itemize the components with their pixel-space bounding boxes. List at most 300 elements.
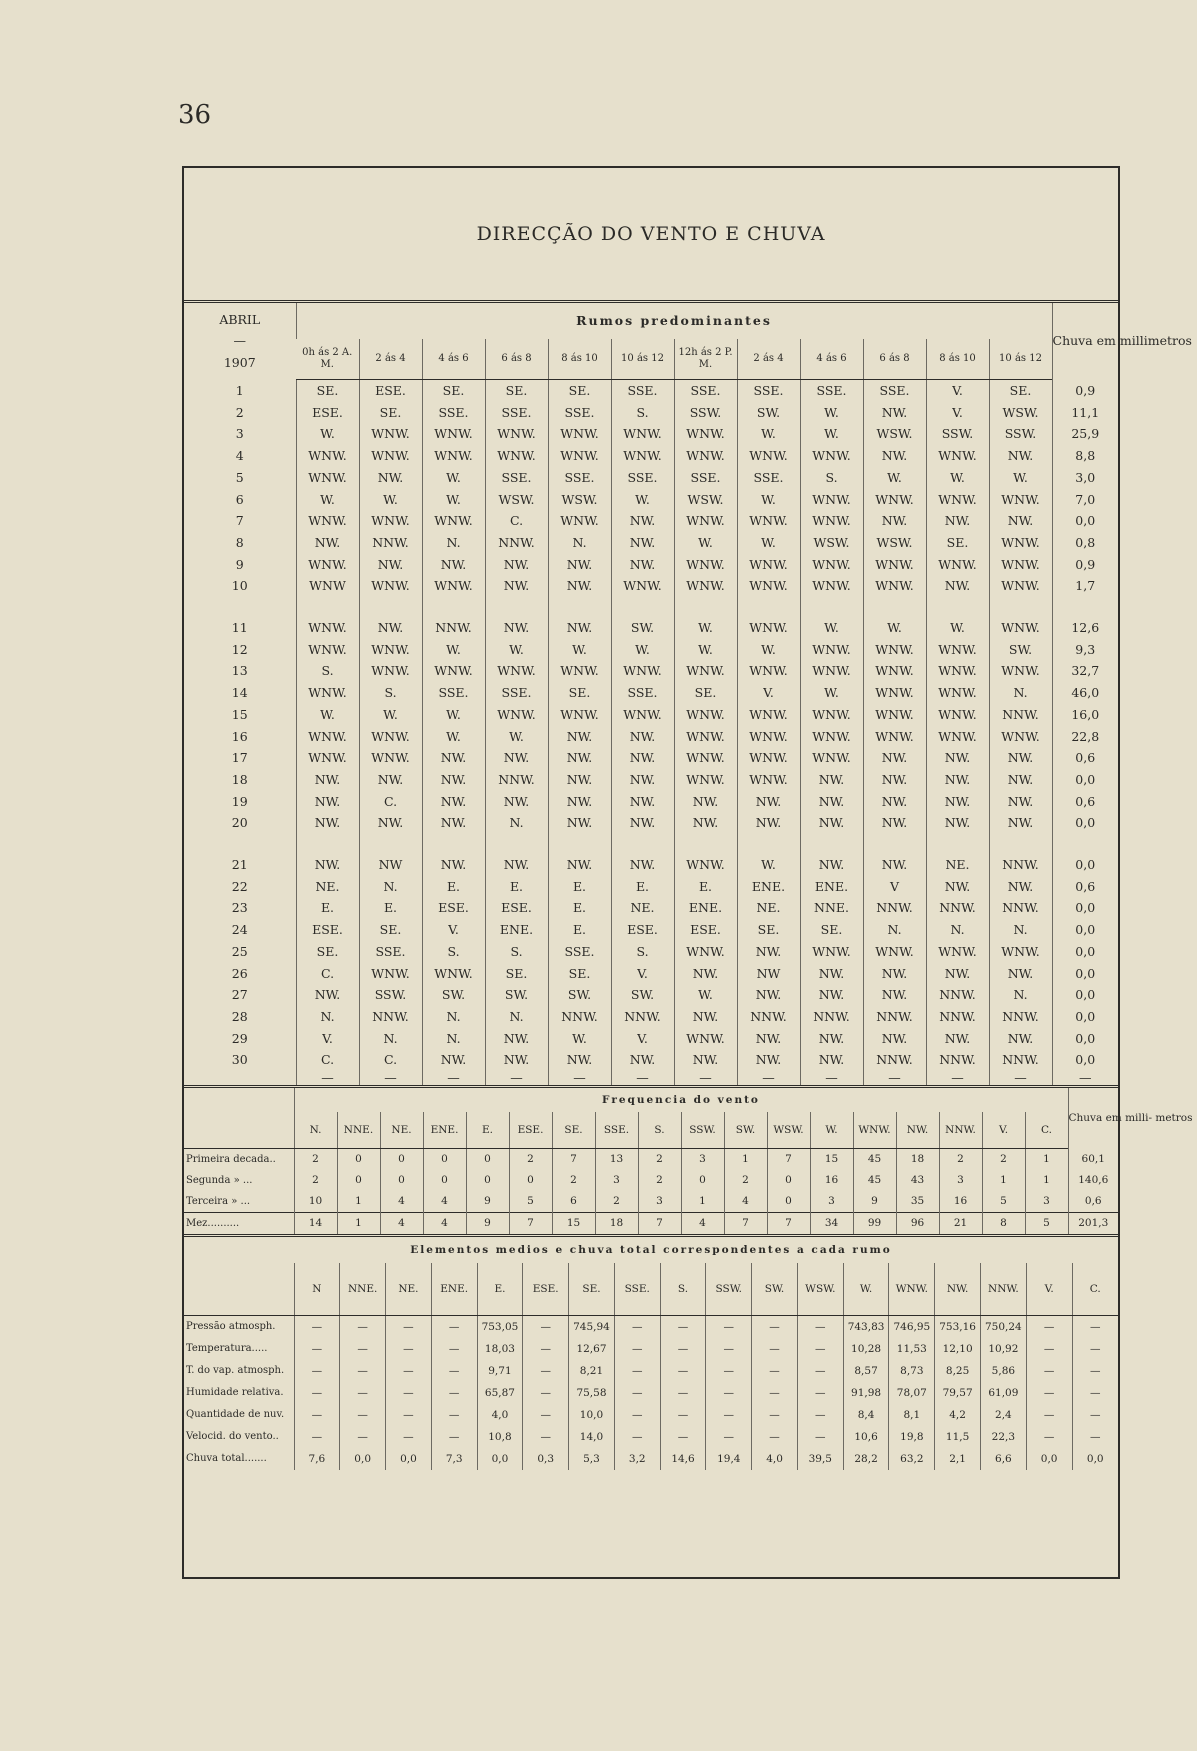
table-frame bbox=[182, 166, 1193, 1579]
rain-cell: 0,0 bbox=[1052, 812, 1118, 834]
freq-row bbox=[184, 1170, 1118, 1191]
wind-cell: WNW. bbox=[359, 747, 422, 769]
wind-cell: WNW. bbox=[422, 423, 485, 445]
wind-cell: W. bbox=[800, 617, 863, 639]
wind-cell: V. bbox=[737, 682, 800, 704]
wind-cell: SSE. bbox=[485, 682, 548, 704]
wind-cell: NW. bbox=[863, 769, 926, 791]
wind-cell: NW. bbox=[926, 769, 989, 791]
elem-cell: 8,4 bbox=[843, 1404, 889, 1426]
row-label: Segunda » ... bbox=[186, 1175, 253, 1187]
freq-cell: 2 bbox=[294, 1170, 337, 1191]
wind-cell: WNW. bbox=[548, 704, 611, 726]
spacer-cell bbox=[863, 597, 926, 617]
table-row bbox=[184, 532, 1118, 554]
wind-cell: NW. bbox=[989, 812, 1052, 834]
rain-cell: 0,9 bbox=[1052, 380, 1118, 402]
elem-cell: — bbox=[797, 1360, 843, 1382]
elem-cell: — bbox=[797, 1316, 843, 1339]
freq-cell: 1 bbox=[1025, 1149, 1068, 1171]
wind-cell: S. bbox=[296, 660, 359, 682]
elem-row bbox=[184, 1338, 1118, 1360]
elem-cell: — bbox=[752, 1360, 798, 1382]
wind-cell: NW. bbox=[422, 1049, 485, 1071]
direction-header: ENE. bbox=[431, 1263, 477, 1316]
freq-cell: 7 bbox=[509, 1213, 552, 1235]
wind-cell: NW. bbox=[674, 1049, 737, 1071]
elem-cell: 12,67 bbox=[569, 1338, 615, 1360]
day-cell: 14 bbox=[231, 685, 248, 701]
day-cell: 21 bbox=[231, 857, 248, 873]
elem-cell: — bbox=[523, 1360, 569, 1382]
direction-header: C. bbox=[1072, 1263, 1118, 1316]
frequency-title: Frequencia do vento bbox=[294, 1088, 1068, 1112]
rain-cell: 32,7 bbox=[1052, 660, 1118, 682]
elem-cell: — bbox=[752, 1338, 798, 1360]
row-label: Terceira » ... bbox=[186, 1196, 251, 1208]
wind-cell: NW. bbox=[926, 791, 989, 813]
freq-cell: 13 bbox=[595, 1149, 638, 1171]
wind-cell: SW. bbox=[485, 984, 548, 1006]
elem-cell: — bbox=[1072, 1360, 1118, 1382]
direction-header: SE. bbox=[569, 1263, 615, 1316]
wind-cell: NW. bbox=[485, 575, 548, 597]
wind-cell: NW. bbox=[674, 812, 737, 834]
wind-cell: SSE. bbox=[674, 467, 737, 489]
freq-cell: 2 bbox=[509, 1149, 552, 1171]
wind-cell: SSE. bbox=[863, 380, 926, 402]
wind-cell: E. bbox=[485, 876, 548, 898]
elem-cell: 0,0 bbox=[1072, 1448, 1118, 1470]
rain-cell: 1,7 bbox=[1052, 575, 1118, 597]
day-cell: 26 bbox=[231, 965, 248, 981]
freq-cell: 0 bbox=[423, 1149, 466, 1171]
rain-cell: 11,1 bbox=[1052, 402, 1118, 424]
rain-cell: 0,8 bbox=[1052, 532, 1118, 554]
wind-cell: WNW. bbox=[800, 489, 863, 511]
direction-header: WSW. bbox=[797, 1263, 843, 1316]
wind-cell: WNW. bbox=[926, 489, 989, 511]
freq-cell: 1 bbox=[982, 1170, 1025, 1191]
freq-cell: 45 bbox=[853, 1149, 896, 1171]
hour-header: 6 ás 8 bbox=[863, 339, 926, 380]
wind-cell: WNW. bbox=[611, 445, 674, 467]
elem-cell: 4,2 bbox=[935, 1404, 981, 1426]
rain-cell: 60,1 bbox=[1068, 1149, 1118, 1171]
spacer-cell bbox=[674, 834, 737, 854]
wind-cell: W. bbox=[926, 467, 989, 489]
wind-cell: W. bbox=[737, 639, 800, 661]
spacer-cell bbox=[422, 834, 485, 854]
wind-cell: NW. bbox=[422, 554, 485, 576]
wind-cell: N. bbox=[359, 1028, 422, 1050]
frequency-table bbox=[184, 1088, 1193, 1234]
frequency-section bbox=[184, 1085, 1193, 1234]
hour-header: 2 ás 4 bbox=[737, 339, 800, 380]
wind-cell: WNW. bbox=[548, 423, 611, 445]
elem-cell: — bbox=[340, 1338, 386, 1360]
freq-cell: 3 bbox=[810, 1191, 853, 1213]
wind-cell: NW. bbox=[863, 402, 926, 424]
spacer-cell bbox=[1052, 834, 1118, 854]
wind-cell: WNW. bbox=[296, 726, 359, 748]
wind-cell: SSE. bbox=[485, 467, 548, 489]
wind-cell: WSW. bbox=[863, 532, 926, 554]
elem-cell: — bbox=[614, 1426, 660, 1448]
freq-cell: 5 bbox=[982, 1191, 1025, 1213]
elem-cell: 745,94 bbox=[569, 1316, 615, 1339]
direction-header: NNW. bbox=[939, 1112, 982, 1149]
wind-cell: W. bbox=[611, 489, 674, 511]
direction-header: E. bbox=[466, 1112, 509, 1149]
freq-cell: 2 bbox=[638, 1170, 681, 1191]
wind-cell: NW. bbox=[737, 791, 800, 813]
direction-header: N. bbox=[294, 1112, 337, 1149]
wind-cell: WNW. bbox=[422, 575, 485, 597]
wind-cell: NW. bbox=[926, 510, 989, 532]
wind-cell: N. bbox=[422, 1006, 485, 1028]
elem-cell: — bbox=[797, 1404, 843, 1426]
freq-cell: 1 bbox=[724, 1149, 767, 1171]
wind-cell: NNW. bbox=[989, 1006, 1052, 1028]
wind-cell: WNW. bbox=[359, 445, 422, 467]
wind-cell: W. bbox=[296, 423, 359, 445]
wind-cell: WNW. bbox=[989, 660, 1052, 682]
wind-cell: WNW. bbox=[359, 510, 422, 532]
wind-cell: W. bbox=[800, 402, 863, 424]
wind-cell: V. bbox=[611, 963, 674, 985]
elem-cell: 14,0 bbox=[569, 1426, 615, 1448]
elem-cell: — bbox=[340, 1316, 386, 1339]
elem-cell: — bbox=[340, 1404, 386, 1426]
wind-cell: W. bbox=[674, 617, 737, 639]
direction-header: WNW. bbox=[889, 1263, 935, 1316]
freq-cell: 7 bbox=[638, 1213, 681, 1235]
elem-cell: 8,25 bbox=[935, 1360, 981, 1382]
wind-cell: WNW. bbox=[926, 941, 989, 963]
wind-cell: NW. bbox=[737, 1049, 800, 1071]
table-row bbox=[184, 554, 1118, 576]
spacer-cell bbox=[800, 597, 863, 617]
wind-cell: C. bbox=[359, 791, 422, 813]
wind-cell: WNW. bbox=[611, 575, 674, 597]
elem-cell: — bbox=[660, 1316, 706, 1339]
wind-cell: NW. bbox=[296, 812, 359, 834]
rain-cell: 0,0 bbox=[1052, 510, 1118, 532]
spacer-cell bbox=[800, 834, 863, 854]
spacer-cell bbox=[359, 834, 422, 854]
hour-header: 6 ás 8 bbox=[485, 339, 548, 380]
rain-cell: 8,8 bbox=[1052, 445, 1118, 467]
elem-cell: — bbox=[1026, 1382, 1072, 1404]
wind-cell: WNW. bbox=[800, 747, 863, 769]
wind-cell: SSE. bbox=[548, 402, 611, 424]
elem-cell: — bbox=[431, 1316, 477, 1339]
freq-cell: 0 bbox=[466, 1149, 509, 1171]
elem-cell: 0,0 bbox=[386, 1448, 432, 1470]
wind-cell: NW. bbox=[863, 963, 926, 985]
rain-cell: 0,0 bbox=[1052, 941, 1118, 963]
rain-cell: 0,6 bbox=[1052, 876, 1118, 898]
wind-cell: V. bbox=[296, 1028, 359, 1050]
wind-cell: WNW. bbox=[674, 510, 737, 532]
wind-cell: ESE. bbox=[296, 919, 359, 941]
wind-cell: NNW. bbox=[863, 897, 926, 919]
elem-cell: — bbox=[523, 1426, 569, 1448]
freq-cell: 2 bbox=[982, 1149, 1025, 1171]
wind-cell: ENE. bbox=[485, 919, 548, 941]
wind-cell: WNW. bbox=[485, 660, 548, 682]
wind-cell: SSE. bbox=[422, 682, 485, 704]
wind-cell: NNE. bbox=[800, 897, 863, 919]
rain-header: Chuva em millimetros bbox=[1052, 303, 1118, 380]
wind-cell: WNW. bbox=[485, 423, 548, 445]
wind-cell: NW. bbox=[674, 1006, 737, 1028]
day-cell: 19 bbox=[231, 793, 248, 809]
wind-cell: NNW. bbox=[989, 897, 1052, 919]
freq-row bbox=[184, 1191, 1118, 1213]
wind-cell: NW. bbox=[548, 554, 611, 576]
wind-cell: ENE. bbox=[800, 876, 863, 898]
wind-cell: NW. bbox=[989, 791, 1052, 813]
elem-cell: 19,8 bbox=[889, 1426, 935, 1448]
direction-header: SSE. bbox=[595, 1112, 638, 1149]
spacer-row bbox=[184, 597, 1118, 617]
wind-cell: S. bbox=[611, 941, 674, 963]
freq-cell: 99 bbox=[853, 1213, 896, 1235]
direction-header: W. bbox=[810, 1112, 853, 1149]
freq-cell: 5 bbox=[509, 1191, 552, 1213]
freq-cell: 3 bbox=[1025, 1191, 1068, 1213]
wind-cell: C. bbox=[359, 1049, 422, 1071]
elem-cell: — bbox=[614, 1382, 660, 1404]
wind-cell: W. bbox=[422, 489, 485, 511]
dash-cell: — bbox=[863, 1071, 926, 1085]
elem-cell: 8,57 bbox=[843, 1360, 889, 1382]
wind-cell: WNW. bbox=[800, 941, 863, 963]
rain-cell: 0,0 bbox=[1052, 1028, 1118, 1050]
hour-header: 12h ás 2 P. M. bbox=[674, 339, 737, 380]
wind-cell: NW. bbox=[800, 812, 863, 834]
wind-cell: NW. bbox=[926, 963, 989, 985]
dash-cell: — bbox=[296, 1071, 359, 1085]
table-row bbox=[184, 639, 1118, 661]
freq-cell: 0 bbox=[509, 1170, 552, 1191]
wind-cell: WNW. bbox=[737, 660, 800, 682]
spacer-cell bbox=[359, 597, 422, 617]
rain-cell: 201,3 bbox=[1068, 1213, 1118, 1235]
wind-cell: WNW. bbox=[989, 532, 1052, 554]
table-row bbox=[184, 682, 1118, 704]
wind-cell: NW. bbox=[737, 941, 800, 963]
spacer-cell bbox=[548, 834, 611, 854]
freq-cell: 7 bbox=[767, 1149, 810, 1171]
wind-cell: WSW. bbox=[548, 489, 611, 511]
elem-cell: — bbox=[523, 1316, 569, 1339]
wind-cell: NW. bbox=[422, 854, 485, 876]
month-cell bbox=[184, 303, 296, 380]
wind-cell: NW. bbox=[485, 1049, 548, 1071]
elem-cell: — bbox=[660, 1404, 706, 1426]
wind-cell: NE. bbox=[926, 854, 989, 876]
wind-cell: WNW. bbox=[800, 445, 863, 467]
day-cell: 6 bbox=[235, 491, 244, 507]
wind-cell: NW. bbox=[296, 769, 359, 791]
wind-cell: V bbox=[863, 876, 926, 898]
elem-cell: — bbox=[614, 1404, 660, 1426]
wind-cell: WNW. bbox=[863, 726, 926, 748]
elem-cell: 75,58 bbox=[569, 1382, 615, 1404]
wind-cell: E. bbox=[548, 897, 611, 919]
table-row bbox=[184, 617, 1118, 639]
wind-cell: WNW. bbox=[737, 769, 800, 791]
spacer-cell bbox=[989, 834, 1052, 854]
wind-cell: NW. bbox=[989, 876, 1052, 898]
wind-cell: NW. bbox=[611, 854, 674, 876]
elem-cell: 22,3 bbox=[980, 1426, 1026, 1448]
freq-cell: 0 bbox=[423, 1170, 466, 1191]
elem-cell: — bbox=[431, 1426, 477, 1448]
freq-cell: 2 bbox=[552, 1170, 595, 1191]
wind-cell: SW. bbox=[989, 639, 1052, 661]
wind-cell: WNW. bbox=[737, 726, 800, 748]
elem-cell: 10,28 bbox=[843, 1338, 889, 1360]
wind-cell: WNW. bbox=[674, 423, 737, 445]
day-cell: 20 bbox=[231, 815, 248, 831]
wind-cell: NW. bbox=[863, 1028, 926, 1050]
wind-cell: W. bbox=[422, 467, 485, 489]
freq-cell: 2 bbox=[595, 1191, 638, 1213]
wind-cell: W. bbox=[422, 704, 485, 726]
day-cell: 23 bbox=[231, 900, 248, 916]
wind-cell: W. bbox=[674, 984, 737, 1006]
wind-cell: WNW. bbox=[926, 682, 989, 704]
table-row bbox=[184, 854, 1118, 876]
wind-cell: NW. bbox=[800, 854, 863, 876]
row-label: Velocid. do vento.. bbox=[186, 1431, 279, 1443]
day-cell: 4 bbox=[235, 448, 244, 464]
elem-cell: — bbox=[614, 1360, 660, 1382]
wind-cell: E. bbox=[548, 876, 611, 898]
hour-header: 8 ás 10 bbox=[926, 339, 989, 380]
freq-cell: 0 bbox=[337, 1149, 380, 1171]
wind-cell: W. bbox=[800, 423, 863, 445]
day-cell: 18 bbox=[231, 771, 248, 787]
elem-cell: — bbox=[614, 1338, 660, 1360]
wind-cell: NW. bbox=[926, 575, 989, 597]
wind-cell: SSE. bbox=[548, 941, 611, 963]
elem-row bbox=[184, 1316, 1118, 1339]
spacer-row bbox=[184, 834, 1118, 854]
wind-cell: SSE. bbox=[737, 467, 800, 489]
wind-cell: W. bbox=[296, 704, 359, 726]
wind-cell: NW. bbox=[611, 510, 674, 532]
day-cell: 17 bbox=[231, 750, 248, 766]
wind-cell: N. bbox=[548, 532, 611, 554]
wind-cell: WNW. bbox=[737, 747, 800, 769]
elem-cell: 18,03 bbox=[477, 1338, 523, 1360]
wind-cell: WNW. bbox=[296, 617, 359, 639]
dash-cell: — bbox=[359, 1071, 422, 1085]
wind-cell: WNW. bbox=[296, 639, 359, 661]
dash-cell: — bbox=[611, 1071, 674, 1085]
wind-cell: NW. bbox=[296, 854, 359, 876]
elem-cell: — bbox=[294, 1426, 340, 1448]
elem-cell: — bbox=[386, 1360, 432, 1382]
day-cell: 1 bbox=[235, 382, 244, 398]
wind-cell: WNW. bbox=[800, 726, 863, 748]
wind-cell: WNW. bbox=[863, 554, 926, 576]
row-label: Chuva total....... bbox=[186, 1453, 267, 1465]
wind-cell: WNW. bbox=[989, 575, 1052, 597]
wind-cell: NW. bbox=[800, 1049, 863, 1071]
wind-cell: W. bbox=[863, 467, 926, 489]
elem-cell: 8,73 bbox=[889, 1360, 935, 1382]
day-cell: 25 bbox=[231, 943, 248, 959]
wind-cell: NNW. bbox=[926, 1049, 989, 1071]
wind-cell: NNW. bbox=[926, 984, 989, 1006]
wind-cell: ENE. bbox=[737, 876, 800, 898]
table-row bbox=[184, 984, 1118, 1006]
wind-cell: WNW. bbox=[674, 726, 737, 748]
elem-cell: 0,0 bbox=[1026, 1448, 1072, 1470]
elem-cell: — bbox=[706, 1382, 752, 1404]
table-row bbox=[184, 1028, 1118, 1050]
wind-cell: SE. bbox=[359, 919, 422, 941]
wind-cell: SSE. bbox=[800, 380, 863, 402]
wind-cell: NW. bbox=[359, 812, 422, 834]
spacer-cell bbox=[611, 597, 674, 617]
elem-cell: — bbox=[431, 1360, 477, 1382]
elem-cell: 750,24 bbox=[980, 1316, 1026, 1339]
wind-cell: WNW. bbox=[674, 554, 737, 576]
elem-cell: — bbox=[340, 1360, 386, 1382]
wind-cell: SE. bbox=[926, 532, 989, 554]
wind-cell: NW. bbox=[800, 791, 863, 813]
group-title: Rumos predominantes bbox=[296, 303, 1052, 339]
wind-cell: WNW. bbox=[926, 639, 989, 661]
elem-cell: — bbox=[523, 1338, 569, 1360]
wind-cell: SW. bbox=[611, 984, 674, 1006]
wind-cell: W. bbox=[674, 532, 737, 554]
direction-header: ENE. bbox=[423, 1112, 466, 1149]
freq-cell: 35 bbox=[896, 1191, 939, 1213]
direction-header: WSW. bbox=[767, 1112, 810, 1149]
wind-cell: W. bbox=[611, 639, 674, 661]
wind-cell: SW. bbox=[548, 984, 611, 1006]
wind-cell: NW. bbox=[611, 791, 674, 813]
wind-cell: WNW. bbox=[611, 423, 674, 445]
direction-header: NNE. bbox=[337, 1112, 380, 1149]
elem-cell: 11,53 bbox=[889, 1338, 935, 1360]
wind-cell: NNW. bbox=[989, 1049, 1052, 1071]
wind-cell: SSW. bbox=[989, 423, 1052, 445]
wind-cell: WNW. bbox=[674, 575, 737, 597]
elem-cell: 0,0 bbox=[340, 1448, 386, 1470]
wind-cell: WNW. bbox=[611, 660, 674, 682]
wind-cell: WNW. bbox=[863, 639, 926, 661]
direction-header: NNE. bbox=[340, 1263, 386, 1316]
elem-cell: 10,8 bbox=[477, 1426, 523, 1448]
direction-header: NW. bbox=[935, 1263, 981, 1316]
spacer-cell bbox=[184, 597, 296, 617]
freq-cell: 10 bbox=[294, 1191, 337, 1213]
wind-cell: SW. bbox=[422, 984, 485, 1006]
wind-cell: WNW. bbox=[926, 704, 989, 726]
wind-cell: N. bbox=[422, 1028, 485, 1050]
wind-cell: NW. bbox=[611, 747, 674, 769]
wind-cell: S. bbox=[611, 402, 674, 424]
